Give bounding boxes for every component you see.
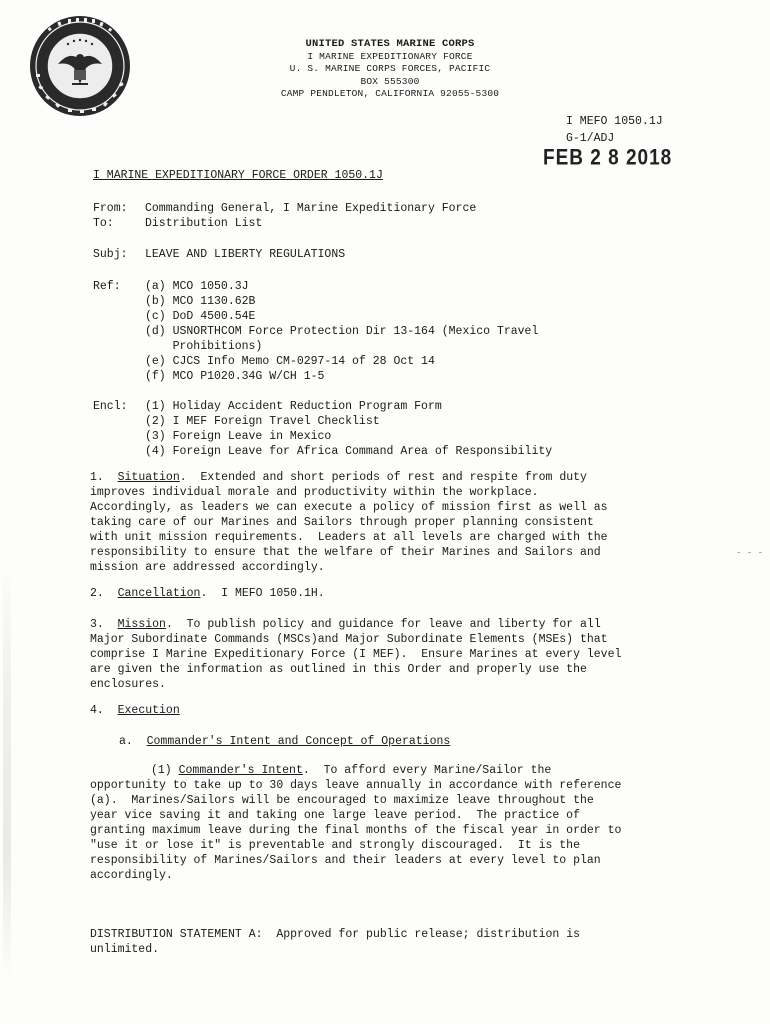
subject-value: LEAVE AND LIBERTY REGULATIONS: [145, 248, 346, 261]
scan-shadow: [3, 560, 11, 980]
paragraph-4: [90, 703, 180, 718]
paragraph-line: Accordingly, as leaders we can execute a policy of mission first as well as: [90, 501, 608, 514]
paragraph-line: opportunity to take up to 30 days leave annually in accordance with reference: [90, 779, 622, 792]
paragraph-heading: Cancellation: [117, 587, 201, 600]
distribution-label: DISTRIBUTION STATEMENT A:: [90, 928, 263, 941]
paragraph-heading: Mission: [117, 618, 166, 631]
paragraph-line: accordingly.: [90, 869, 173, 882]
letterhead-line-1: UNITED STATES MARINE CORPS: [305, 38, 475, 50]
distribution-statement: [90, 927, 580, 942]
order-title: I MARINE EXPEDITIONARY FORCE ORDER 1050.1J: [93, 169, 383, 182]
reference-label: Ref:: [93, 280, 121, 293]
paragraph-line: mission are addressed accordingly.: [90, 561, 325, 574]
paragraph-line: (a). Marines/Sailors will be encouraged to maximize leave throughout the: [90, 794, 594, 807]
enclosure-item: (1) Holiday Accident Reduction Program Form: [145, 400, 442, 413]
from-label: From:: [93, 202, 128, 215]
subparagraph-4a: [119, 734, 450, 749]
distribution-text: Approved for public release; distribution is: [276, 928, 580, 941]
paragraph-line: comprise I Marine Expeditionary Force (I MEF). Ensure Marines at every level: [90, 648, 622, 661]
paragraph-line: responsibility to ensure that the welfare of their Marines and Sailors and: [90, 546, 601, 559]
letterhead-line-2: I MARINE EXPEDITIONARY FORCE: [307, 50, 473, 62]
reference-item: (f) MCO P1020.34G W/CH 1-5: [145, 370, 325, 383]
enclosure-item: (4) Foreign Leave for Africa Command Area of Responsibility: [145, 445, 553, 458]
margin-marks: - - -: [736, 548, 764, 558]
letterhead-line-3: U. S. MARINE CORPS FORCES, PACIFIC: [289, 63, 491, 74]
subparagraph-number: (1): [151, 764, 172, 777]
paragraph-line: taking care of our Marines and Sailors through proper planning consistent: [90, 516, 594, 529]
paragraph-text: Extended and short periods of rest and respite from duty: [200, 471, 587, 484]
distribution-text-continued: unlimited.: [90, 943, 160, 956]
subparagraph-text: To afford every Marine/Sailor the: [323, 764, 552, 777]
paragraph-line: enclosures.: [90, 678, 166, 691]
paragraph-number: 1.: [90, 471, 104, 484]
paragraph-text: I MEFO 1050.1H.: [221, 587, 325, 600]
paragraph-number: 2.: [90, 587, 104, 600]
subparagraph-letter: a.: [119, 735, 133, 748]
paragraph-line: "use it or lose it" is preventable and strongly discouraged. It is the: [90, 839, 580, 852]
order-number: I MEFO 1050.1J: [566, 115, 663, 128]
enclosure-item: (3) Foreign Leave in Mexico: [145, 430, 332, 443]
stamped-date: FEB 2 8 2018: [543, 146, 673, 171]
paragraph-line: improves individual morale and productivity within the workplace.: [90, 486, 539, 499]
enclosure-item: (2) I MEF Foreign Travel Checklist: [145, 415, 380, 428]
paragraph-heading: Execution: [117, 704, 180, 717]
subparagraph-heading: Commander's Intent and Concept of Operations: [146, 735, 451, 748]
reference-item: (b) MCO 1130.62B: [145, 295, 256, 308]
letterhead-line-4: BOX 555300: [360, 75, 420, 87]
department-of-defense-seal-icon: [28, 14, 132, 118]
paragraph-line: responsibility of Marines/Sailors and their leaders at every level to plan: [90, 854, 601, 867]
paragraph-number: 3.: [90, 618, 104, 631]
paragraph-line: Major Subordinate Commands (MSCs)and Major Subordinate Elements (MSEs) that: [90, 633, 608, 646]
paragraph-text: To publish policy and guidance for leave and liberty for all: [186, 618, 601, 631]
paragraph-1: 1. Situation. Extended and short periods of rest and respite from duty: [90, 471, 587, 484]
paragraph-heading: Situation: [117, 471, 180, 484]
reference-item: (c) DoD 4500.54E: [145, 310, 256, 323]
file-code: [566, 113, 663, 147]
from-value: Commanding General, I Marine Expeditionary Force: [145, 202, 477, 215]
letterhead-line-5: CAMP PENDLETON, CALIFORNIA 92055-5300: [280, 88, 500, 99]
reference-item: (d) USNORTHCOM Force Protection Dir 13-164 (Mexico Travel: [145, 325, 539, 338]
paragraph-3: 3. Mission. To publish policy and guidance for leave and liberty for all: [90, 618, 601, 631]
paragraph-2: 2. Cancellation. I MEFO 1050.1H.: [90, 587, 325, 600]
subject-label: Subj:: [93, 248, 128, 261]
paragraph-line: are given the information as outlined in this Order and properly use the: [90, 663, 587, 676]
paragraph-line: year vice saving it and taking one large leave period. The practice of: [90, 809, 580, 822]
reference-item: (e) CJCS Info Memo CM-0297-14 of 28 Oct 14: [145, 355, 435, 368]
paragraph-line: with unit mission requirements. Leaders at all levels are charged with the: [90, 531, 608, 544]
letterhead: [240, 38, 540, 101]
paragraph-number: 4.: [90, 704, 104, 717]
reference-item: (a) MCO 1050.3J: [145, 280, 249, 293]
subparagraph-heading: Commander's Intent: [178, 764, 303, 777]
to-label: To:: [93, 217, 114, 230]
office-code: G-1/ADJ: [566, 132, 615, 145]
to-value: Distribution List: [145, 217, 263, 230]
subparagraph-4a1: (1) Commander's Intent. To afford every Marine/Sailor the: [151, 764, 552, 777]
paragraph-line: granting maximum leave during the final months of the fiscal year in order to: [90, 824, 622, 837]
reference-item-continued: Prohibitions): [145, 340, 263, 353]
enclosure-label: Encl:: [93, 400, 128, 413]
